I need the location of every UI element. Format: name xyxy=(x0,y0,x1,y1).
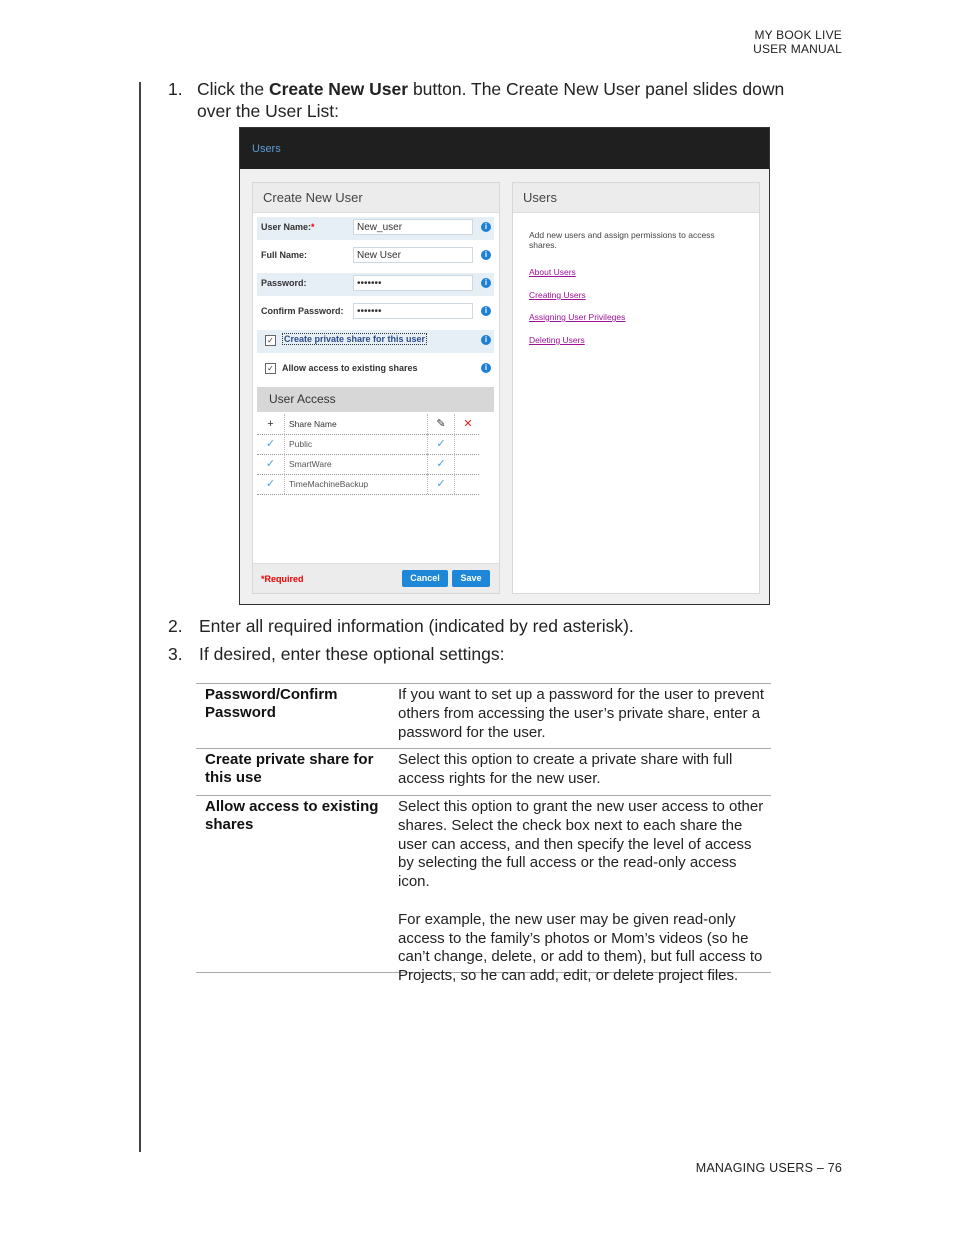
check-icon[interactable]: ✓ xyxy=(257,434,285,454)
full-name-row xyxy=(257,245,494,268)
panel-header xyxy=(513,183,759,213)
step-text: over the User List: xyxy=(197,101,339,121)
password-row xyxy=(257,273,494,296)
settings-table xyxy=(196,683,771,985)
step-number: 1. xyxy=(168,79,183,99)
private-share-row xyxy=(257,330,494,353)
create-user-panel xyxy=(252,182,500,594)
link-assigning-privileges[interactable]: Assigning User Privileges xyxy=(529,312,626,322)
step-text: If desired, enter these optional settings: xyxy=(199,644,505,664)
step-text: Enter all required information (indicated by red asterisk). xyxy=(199,616,634,636)
panel-header xyxy=(253,183,499,213)
link-creating-users[interactable]: Creating Users xyxy=(529,290,586,300)
setting-term: Create private share for this use xyxy=(205,751,374,786)
info-icon[interactable]: i xyxy=(481,222,491,232)
field-label: Confirm Password: xyxy=(261,306,344,316)
user-access-title: User Access xyxy=(269,392,336,406)
footer-section: MANAGING USERS xyxy=(695,1161,814,1175)
confirm-password-input[interactable]: ••••••• xyxy=(353,303,473,319)
page-footer: MANAGING USERS – 76 xyxy=(695,1161,842,1175)
full-access-icon[interactable]: ✎ xyxy=(427,414,455,434)
access-check-icon[interactable]: ✓ xyxy=(427,434,455,454)
description-paragraph: Select this option to grant the new user access to other shares. Select the check box next to each share the user can access, and then specify the level of access by selecting the full access or the read-only access icon. xyxy=(398,798,764,891)
confirm-password-row xyxy=(257,301,494,324)
link-about-users[interactable]: About Users xyxy=(529,267,576,277)
check-icon[interactable]: ✓ xyxy=(257,454,285,474)
cancel-button[interactable]: Cancel xyxy=(402,570,448,587)
setting-description xyxy=(398,798,770,986)
user-access-header xyxy=(257,387,494,412)
step-text: Click the xyxy=(197,79,269,99)
setting-description: If you want to set up a password for the user to prevent others from accessing the user’s private share, enter a password for the user. xyxy=(398,686,765,741)
running-header xyxy=(753,28,842,56)
checkbox-label: Allow access to existing shares xyxy=(282,363,418,373)
panel-footer xyxy=(253,563,499,593)
setting-description: Select this option to create a private share with full access rights for the new user. xyxy=(398,751,733,787)
access-check-icon[interactable]: ✓ xyxy=(427,474,455,494)
panel-title: Users xyxy=(523,190,557,205)
info-icon[interactable]: i xyxy=(481,278,491,288)
users-panel xyxy=(512,182,760,594)
table-row xyxy=(196,748,771,795)
password-input[interactable]: ••••••• xyxy=(353,275,473,291)
checkbox-label[interactable]: Create private share for this user xyxy=(284,334,426,344)
panel-title: Create New User xyxy=(263,190,363,205)
check-icon[interactable]: ✓ xyxy=(257,474,285,494)
access-table-header xyxy=(257,414,479,435)
info-icon[interactable]: i xyxy=(481,335,491,345)
user-name-row xyxy=(257,217,494,240)
header-manual: USER MANUAL xyxy=(753,42,842,56)
share-name: Public xyxy=(289,439,313,449)
field-label: User Name:* xyxy=(261,222,315,232)
margin-rule xyxy=(139,82,141,1152)
users-description: Add new users and assign permissions to access shares. xyxy=(529,230,715,250)
full-name-input[interactable]: New User xyxy=(353,247,473,263)
setting-term: Allow access to existing shares xyxy=(205,798,379,833)
field-label: Password: xyxy=(261,278,307,288)
share-name: SmartWare xyxy=(289,459,332,469)
step-number: 3. xyxy=(168,644,183,664)
required-note: *Required xyxy=(261,574,304,584)
read-only-icon[interactable]: ✕ xyxy=(463,418,473,430)
step-text: button. The Create New User panel slides down xyxy=(408,79,785,99)
share-name-header: Share Name xyxy=(289,419,337,429)
table-row xyxy=(257,454,479,475)
existing-shares-row xyxy=(257,358,494,381)
access-check-icon[interactable]: ✓ xyxy=(427,454,455,474)
step-bold: Create New User xyxy=(268,79,409,99)
top-bar-title[interactable]: Users xyxy=(252,143,281,155)
description-paragraph: For example, the new user may be given read-only access to the family’s photos or Mom’s videos (so he can’t change, delete, or add to them), but full access to Projects, so he can add, edit, or delete project files. xyxy=(398,910,763,985)
step-number: 2. xyxy=(168,616,183,636)
table-row xyxy=(257,434,479,455)
setting-term: Password/Confirm Password xyxy=(205,686,338,721)
table-row xyxy=(196,795,771,985)
top-bar xyxy=(240,128,769,169)
info-icon[interactable]: i xyxy=(481,306,491,316)
add-icon[interactable]: + xyxy=(257,414,285,434)
table-row xyxy=(196,683,771,748)
save-button[interactable]: Save xyxy=(452,570,490,587)
ui-screenshot xyxy=(239,127,770,605)
page-number: 76 xyxy=(827,1161,842,1175)
user-name-input[interactable]: New_user xyxy=(353,219,473,235)
field-label: Full Name: xyxy=(261,250,308,260)
share-name: TimeMachineBackup xyxy=(289,479,369,489)
info-icon[interactable]: i xyxy=(481,363,491,373)
header-product: MY BOOK LIVE xyxy=(754,28,842,42)
link-deleting-users[interactable]: Deleting Users xyxy=(529,335,585,345)
private-share-checkbox[interactable]: ✓ xyxy=(265,335,276,346)
table-row xyxy=(257,474,479,495)
existing-shares-checkbox[interactable]: ✓ xyxy=(265,363,276,374)
info-icon[interactable]: i xyxy=(481,250,491,260)
